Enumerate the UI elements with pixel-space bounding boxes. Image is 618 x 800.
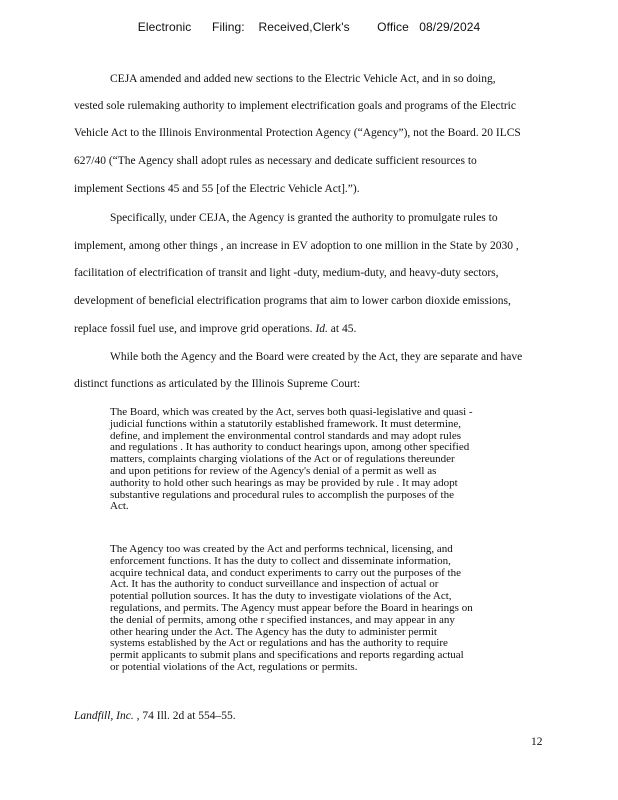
body-line: development of beneficial electrification programs that aim to lower carbon dioxide emissions, — [74, 295, 511, 307]
body-line: facilitation of electrification of transit and light -duty, medium-duty, and heavy-duty sectors, — [74, 267, 499, 279]
quote-line: and upon petitions for review of the Agency's denial of a permit as well as — [110, 464, 437, 477]
quote-line: matters, complaints charging violations of the Act or of regulations thereunder — [110, 453, 455, 466]
quote-line: the denial of permits, among othe r specified instances, and may appear in any — [110, 613, 455, 626]
quote-line: substantive regulations and procedural rules to accomplish the purposes of the — [110, 488, 454, 501]
quote-line: define, and implement the environmental control standards and may adopt rules — [110, 429, 461, 442]
body-line: vested sole rulemaking authority to implement electrification goals and programs of the Electric — [74, 100, 516, 112]
body-line — [74, 323, 356, 335]
body-line: distinct functions as articulated by the Illinois Supreme Court: — [74, 378, 361, 390]
body-line: Specifically, under CEJA, the Agency is granted the authority to promulgate rules to — [110, 212, 498, 224]
quote-line: systems established by the Act or regulations and has the authority to require — [110, 637, 448, 650]
quote-line: judicial functions within a statutorily established framework. It must determine, — [110, 417, 462, 430]
body-line: implement Sections 45 and 55 [of the Electric Vehicle Act].”). — [74, 183, 360, 195]
quote-line: authority to hold other such hearings as may be provided by rule . It may adopt — [110, 476, 458, 489]
body-text: at 45. — [327, 323, 357, 335]
quote-line: other hearing under the Act. The Agency has the duty to administer permit — [110, 625, 437, 638]
case-name: Landfill, Inc. — [74, 710, 134, 722]
page-number: 12 — [531, 736, 543, 748]
quote-line: acquire technical data, and conduct experiments to carry out the purposes of the — [110, 566, 461, 579]
body-line: Vehicle Act to the Illinois Environmental Protection Agency (“Agency”), not the Board. 20 ILCS — [74, 127, 521, 139]
filing-header: Electronic Filing: Received,Clerk's Office 08/29/2024 — [137, 20, 481, 34]
id-citation: Id. — [315, 323, 328, 335]
body-line: CEJA amended and added new sections to the Electric Vehicle Act, and in so doing, — [110, 73, 496, 85]
quote-line: The Board, which was created by the Act, serves both quasi-legislative and quasi - — [110, 406, 473, 418]
body-text: replace fossil fuel use, and improve grid operations. — [74, 323, 316, 335]
quote-line: Act. It has the authority to conduct surveillance and inspection of actual or — [110, 578, 439, 591]
body-line: While both the Agency and the Board were created by the Act, they are separate and have — [110, 351, 523, 363]
case-citation — [74, 710, 236, 722]
quote-line: Act. — [110, 500, 129, 513]
quote-line: permit applicants to submit plans and specifications and reports regarding actual — [110, 649, 464, 662]
quote-line: and regulations . It has authority to conduct hearings upon, among other specified — [110, 441, 470, 454]
citation-rest: , 74 Ill. 2d at 554–55. — [133, 710, 236, 722]
quote-line: or potential violations of the Act, regulations or permits. — [110, 660, 358, 673]
body-line: 627/40 (“The Agency shall adopt rules as necessary and dedicate sufficient resources to — [74, 155, 477, 167]
quote-line: regulations, and permits. The Agency must appear before the Board in hearings on — [110, 601, 473, 614]
quote-line: potential pollution sources. It has the duty to investigate violations of the Act, — [110, 590, 452, 603]
quote-line: The Agency too was created by the Act and performs technical, licensing, and — [110, 543, 453, 555]
block-quote-agency — [110, 544, 510, 674]
block-quote-board — [110, 407, 510, 513]
body-line: implement, among other things , an increase in EV adoption to one million in the State by 2030 , — [74, 240, 519, 252]
quote-line: enforcement functions. It has the duty to collect and disseminate information, — [110, 554, 451, 567]
